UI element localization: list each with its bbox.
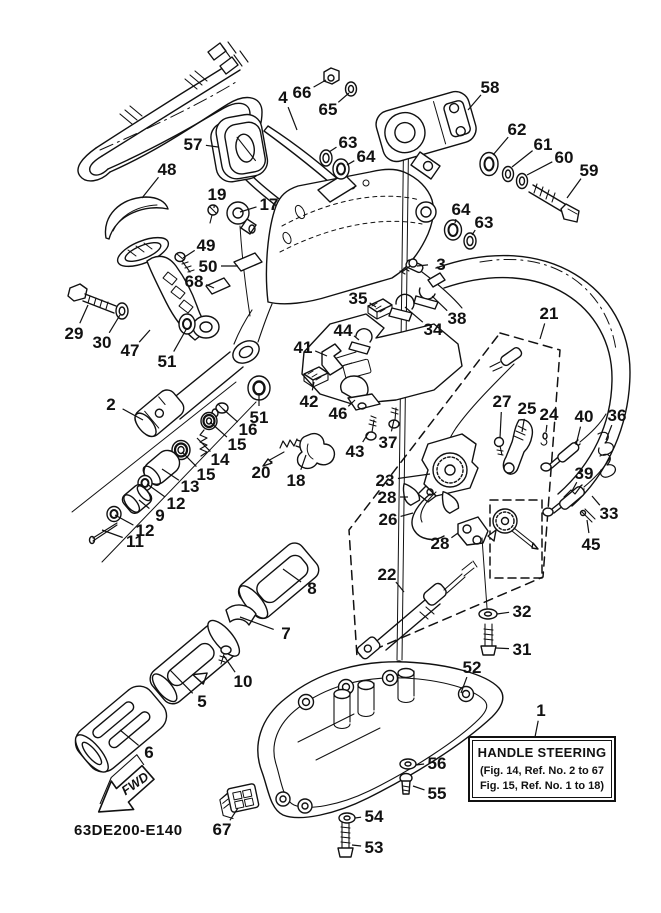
screw-55	[400, 774, 412, 795]
leader-line-32	[497, 612, 509, 614]
washer-12b	[107, 507, 121, 522]
part-label-11: 11	[126, 532, 144, 551]
part-label-2: 2	[106, 395, 116, 414]
leader-line-59	[567, 179, 581, 198]
part-label-21: 21	[539, 304, 559, 323]
bushing-51a	[179, 314, 195, 334]
bolt-53	[338, 822, 353, 857]
anchor-bracket	[458, 517, 488, 545]
part-label-64: 64	[356, 147, 376, 166]
leader-line-26	[401, 513, 413, 516]
part-label-10: 10	[233, 672, 253, 691]
part-label-12: 12	[135, 521, 155, 540]
leader-line-48	[142, 177, 159, 198]
cable-end-28a	[398, 480, 421, 506]
pin-24	[541, 433, 547, 445]
part-label-50: 50	[198, 257, 218, 276]
part-label-20: 20	[251, 463, 271, 482]
grip-6	[69, 680, 173, 779]
part-label-54: 54	[364, 807, 384, 826]
leader-line-63	[329, 147, 337, 152]
part-label-27: 27	[492, 392, 512, 411]
figure-code: 63DE200-E140	[74, 822, 183, 839]
part-label-26: 26	[378, 510, 398, 529]
screw-19	[208, 205, 218, 223]
leader-line-65	[338, 93, 349, 102]
part-label-33: 33	[599, 504, 619, 523]
washer-54	[339, 813, 355, 823]
part-label-38: 38	[447, 309, 467, 328]
part-label-32: 32	[512, 602, 532, 621]
part-label-63: 63	[474, 213, 494, 232]
leader-line-11	[102, 530, 123, 538]
washer-60	[517, 174, 528, 189]
leader-line-31	[496, 648, 509, 649]
part-label-67: 67	[212, 820, 232, 839]
part-label-15: 15	[227, 435, 247, 454]
part-label-45: 45	[581, 535, 601, 554]
part-label-61: 61	[533, 135, 553, 154]
part-label-39: 39	[574, 464, 594, 483]
leader-line-53	[352, 845, 361, 846]
part-label-23: 23	[375, 471, 395, 490]
part-label-47: 47	[120, 341, 140, 360]
pin-11	[90, 523, 118, 544]
grip-cap-48	[105, 197, 168, 239]
part-label-65: 65	[318, 100, 338, 119]
part-label-17: 17	[259, 195, 279, 214]
leader-line-51	[174, 328, 187, 352]
screw-27	[495, 438, 504, 456]
leader-line-62	[493, 137, 508, 155]
leader-line-58	[468, 95, 481, 110]
part-label-3: 3	[436, 255, 446, 274]
part-label-58: 58	[480, 78, 500, 97]
throttle-gear-23	[418, 434, 478, 502]
part-label-60: 60	[554, 148, 574, 167]
bolt-59	[529, 184, 579, 222]
pin-45	[581, 509, 596, 522]
info-box-inner	[472, 740, 612, 798]
pivot-2	[131, 386, 188, 440]
part-label-22: 22	[377, 565, 397, 584]
nut-66	[324, 68, 339, 84]
knob-18	[280, 434, 334, 469]
lever-25	[503, 420, 532, 474]
part-label-44: 44	[333, 321, 353, 340]
bushing-64a	[333, 159, 349, 179]
part-label-48: 48	[157, 160, 177, 179]
leader-line-60	[527, 162, 552, 175]
part-label-24: 24	[539, 405, 559, 424]
leader-line-24	[546, 425, 547, 432]
washer-61	[503, 167, 514, 182]
leader-line-54	[355, 817, 361, 818]
part-label-28: 28	[430, 534, 450, 553]
part-label-46: 46	[328, 404, 348, 423]
leader-line-45	[587, 520, 589, 533]
part-label-35: 35	[348, 289, 368, 308]
gear-detail	[488, 509, 538, 549]
part-label-53: 53	[364, 838, 384, 857]
clamp-bracket-58	[373, 88, 480, 179]
leader-line-30	[109, 315, 120, 333]
part-label-4: 4	[278, 88, 288, 107]
part-label-52: 52	[462, 658, 482, 677]
part-label-41: 41	[293, 338, 313, 357]
info-box	[468, 736, 616, 802]
part-label-64: 64	[451, 200, 471, 219]
bolt-31	[481, 624, 496, 655]
part-label-9: 9	[155, 506, 165, 525]
bushing-64b	[445, 220, 462, 240]
connector-67	[218, 783, 260, 820]
leader-line-28	[451, 533, 458, 538]
fwd-arrow-label: FWD	[118, 768, 152, 799]
part-label-15: 15	[196, 465, 216, 484]
info-box-line2: Fig. 15, Ref. No. 1 to 18)	[479, 779, 605, 792]
part-label-37: 37	[378, 433, 398, 452]
washer-32	[479, 609, 497, 619]
leader-line-16	[223, 409, 238, 422]
part-label-29: 29	[64, 324, 84, 343]
spring-14	[200, 430, 207, 456]
part-label-8: 8	[307, 579, 317, 598]
part-label-1: 1	[536, 701, 546, 720]
part-label-5: 5	[197, 692, 207, 711]
rod-22	[356, 561, 477, 660]
leader-line-66	[314, 80, 326, 87]
part-label-12: 12	[166, 494, 186, 513]
nut-15a	[201, 413, 217, 430]
part-label-66: 66	[292, 83, 312, 102]
part-label-56: 56	[427, 754, 447, 773]
part-label-55: 55	[427, 784, 447, 803]
part-label-51: 51	[157, 352, 177, 371]
info-box-line1: (Fig. 14, Ref. No. 2 to 67	[479, 765, 605, 778]
part-label-14: 14	[210, 450, 230, 469]
leader-line-7	[240, 617, 274, 629]
leader-line-61	[512, 151, 533, 167]
bushing-62	[480, 153, 498, 176]
link-line	[482, 538, 487, 608]
part-label-68: 68	[184, 272, 204, 291]
leader-line-55	[413, 786, 425, 790]
grommet-57	[208, 112, 270, 184]
part-label-63: 63	[338, 133, 358, 152]
screw-37	[389, 408, 399, 428]
washer-30	[116, 303, 128, 319]
part-label-28: 28	[377, 488, 397, 507]
washer-56	[400, 759, 416, 769]
leader-line-47	[139, 330, 150, 342]
part-label-57: 57	[183, 135, 203, 154]
leader-line-21	[540, 323, 545, 339]
part-label-43: 43	[345, 442, 365, 461]
part-label-6: 6	[144, 743, 154, 762]
part-label-31: 31	[512, 640, 532, 659]
part-label-34: 34	[423, 320, 443, 339]
part-label-40: 40	[574, 407, 594, 426]
leader-line-1	[535, 721, 538, 737]
part-label-18: 18	[286, 471, 306, 490]
washer-63b	[464, 233, 476, 249]
info-box-title: HANDLE STEERING	[477, 745, 607, 761]
leader-line-4	[288, 107, 297, 130]
part-label-36: 36	[607, 406, 627, 425]
part-label-51: 51	[249, 408, 269, 427]
part-label-49: 49	[196, 236, 216, 255]
part-label-62: 62	[507, 120, 527, 139]
grip-5	[144, 616, 244, 710]
lower-housing-52	[258, 662, 503, 818]
bolt-29	[68, 284, 116, 313]
part-label-16: 16	[238, 420, 258, 439]
part-label-25: 25	[517, 399, 537, 418]
part-label-30: 30	[92, 333, 112, 352]
screw-43	[366, 416, 376, 440]
washer-63a	[320, 150, 332, 166]
part-label-42: 42	[299, 392, 319, 411]
part-label-59: 59	[579, 161, 599, 180]
plate-50	[234, 253, 262, 271]
leader-line-29	[80, 305, 88, 323]
leader-line-27	[500, 412, 501, 438]
part-label-19: 19	[207, 185, 227, 204]
part-label-7: 7	[281, 624, 291, 643]
part-label-13: 13	[180, 477, 200, 496]
leader-line-15	[210, 422, 227, 437]
